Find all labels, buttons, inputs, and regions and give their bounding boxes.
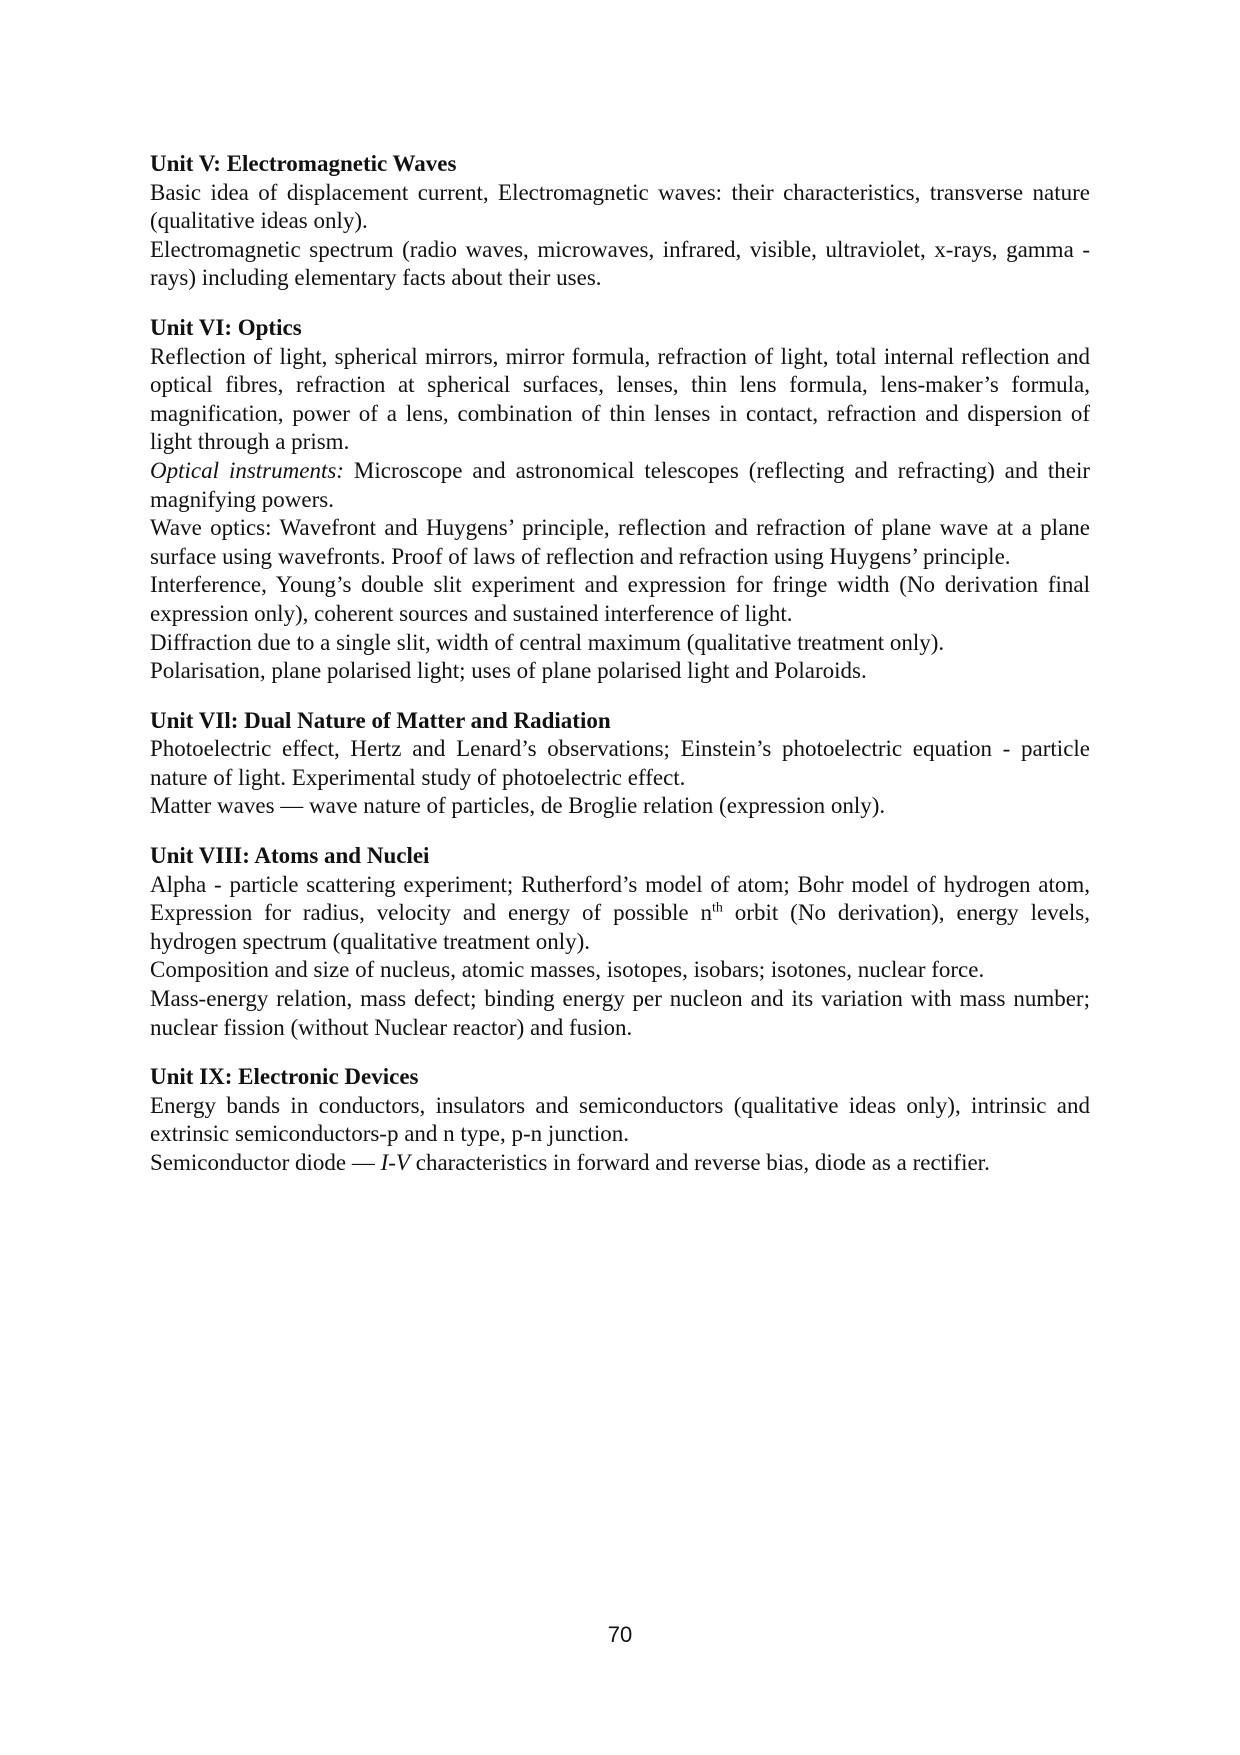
unit-viii-section — [150, 842, 1090, 1042]
paragraph-text: Semiconductor diode — — [150, 1150, 381, 1175]
paragraph — [150, 1149, 1090, 1178]
paragraph: Photoelectric effect, Hertz and Lenard’s observations; Einstein’s photoelectric equation - particle nature of light. Experimental study of photoelectric effect. — [150, 736, 1090, 790]
unit-v-section — [150, 150, 1090, 293]
paragraph — [150, 871, 1090, 957]
superscript: th — [711, 900, 723, 916]
paragraph — [150, 457, 1090, 514]
paragraph: Polarisation, plane polarised light; uses of plane polarised light and Polaroids. — [150, 658, 867, 684]
unit-title: Unit V: Electromagnetic Waves — [150, 151, 457, 176]
paragraph: Reflection of light, spherical mirrors, mirror formula, refraction of light, total internal reflection and optical fibres, refraction at spherical surfaces, lenses, thin lens formula, lens-maker’s formula, magnification, power of a lens, combination of thin lenses in contact, refraction and dispersion of light through a prism. — [150, 343, 1090, 455]
paragraph-text: orbit (No derivation), energy levels, hydrogen spectrum (qualitative treatment only). — [150, 900, 1090, 954]
paragraph: Energy bands in conductors, insulators and semiconductors (qualitative ideas only), intrinsic and extrinsic semiconductors-p and n type, p-n junction. — [150, 1092, 1090, 1147]
paragraph: Diffraction due to a single slit, width of central maximum (qualitative treatment only). — [150, 629, 945, 655]
italic-term: I-V — [380, 1150, 410, 1175]
unit-ix-section — [150, 1063, 1090, 1177]
paragraph: Matter waves — wave nature of particles, de Broglie relation (expression only). — [150, 793, 886, 819]
unit-title: Unit VI: Optics — [150, 314, 302, 340]
unit-title: Unit VIl: Dual Nature of Matter and Radiation — [150, 707, 611, 733]
paragraph: Wave optics: Wavefront and Huygens’ principle, reflection and refraction of plane wave at a plane surface using wavefronts. Proof of laws of reflection and refraction using Huygens’ principle. — [150, 515, 1090, 569]
unit-title: Unit IX: Electronic Devices — [150, 1064, 419, 1090]
paragraph: Mass-energy relation, mass defect; binding energy per nucleon and its variation with mass number; nuclear fission (without Nuclear reactor) and fusion. — [150, 986, 1090, 1040]
paragraph: Basic idea of displacement current, Electromagnetic waves: their characteristics, transverse nature (qualitative ideas only). — [150, 179, 1090, 234]
unit-vii-section — [150, 707, 1090, 821]
paragraph: Composition and size of nucleus, atomic masses, isotopes, isobars; isotones, nuclear force. — [150, 957, 985, 983]
paragraph-text: Alpha - particle scattering experiment; Rutherford’s model of atom; Bohr model of hydrogen atom, Expression for radius, velocity and energy of possible n — [150, 871, 1090, 926]
unit-vi-section — [150, 314, 1090, 686]
italic-lead: Optical instruments: — [150, 457, 344, 483]
paragraph-text: Microscope and astronomical telescopes (reflecting and refracting) and their magnifying powers. — [150, 457, 1090, 512]
paragraph-text: characteristics in forward and reverse bias, diode as a rectifier. — [409, 1150, 990, 1175]
page-number: 70 — [607, 1622, 633, 1647]
unit-title: Unit VIII: Atoms and Nuclei — [150, 843, 430, 869]
paragraph: Electromagnetic spectrum (radio waves, microwaves, infrared, visible, ultraviolet, x-rays, gamma -rays) including elementary facts about their uses. — [150, 236, 1090, 291]
page-body — [150, 150, 1090, 1199]
paragraph: Interference, Young’s double slit experiment and expression for fringe width (No derivation final expression only), coherent sources and sustained interference of light. — [150, 572, 1090, 626]
